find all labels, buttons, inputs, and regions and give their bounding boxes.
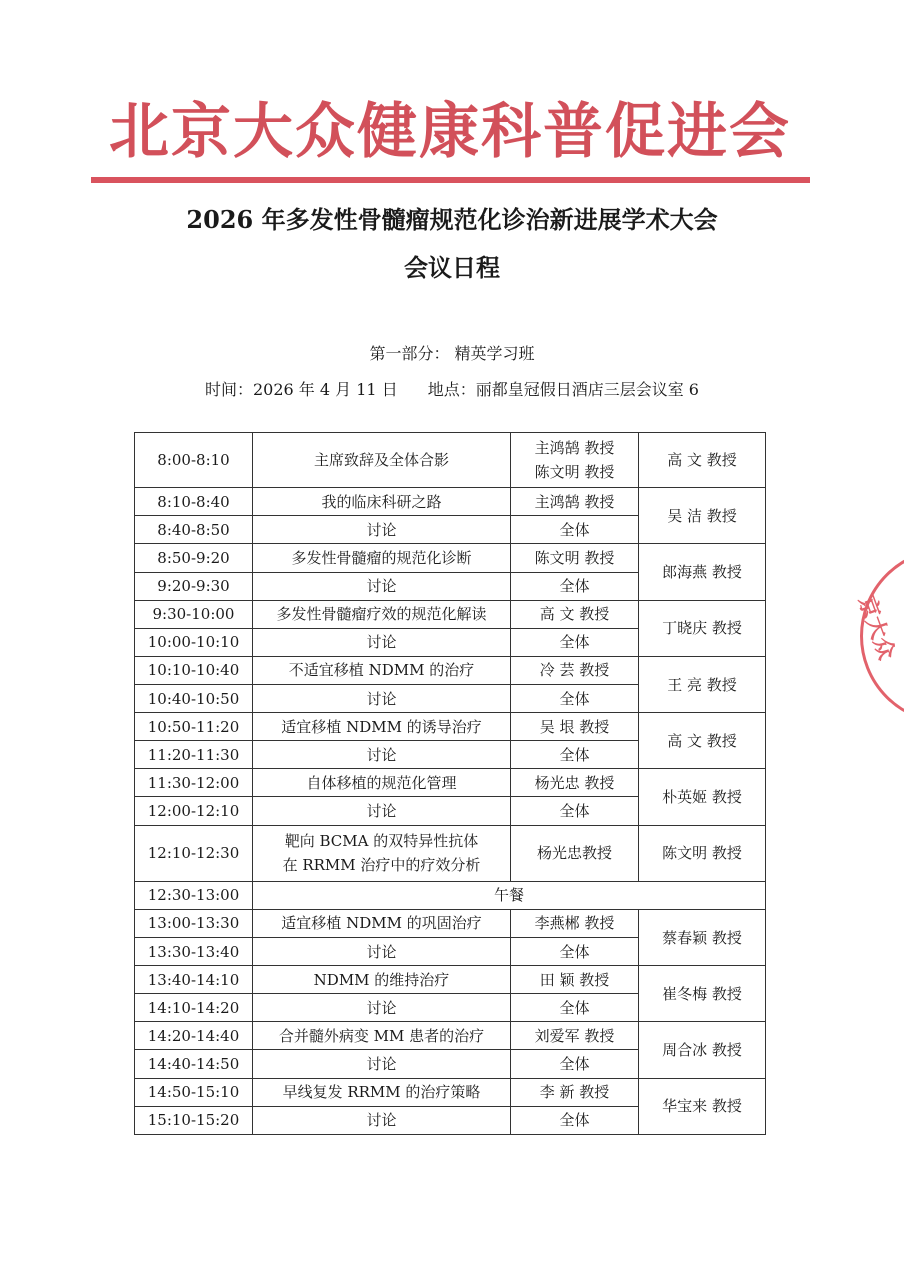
chair-cell: 郎海燕 教授 bbox=[639, 544, 766, 600]
table-row bbox=[135, 1022, 766, 1050]
chair-cell: 陈文明 教授 bbox=[639, 825, 766, 881]
time-cell: 10:10-10:40 bbox=[135, 656, 253, 684]
time-cell: 13:30-13:40 bbox=[135, 938, 253, 966]
speaker-cell: 全体 bbox=[511, 994, 639, 1022]
chair-cell: 蔡春颖 教授 bbox=[639, 909, 766, 965]
time-cell: 12:30-13:00 bbox=[135, 881, 253, 909]
speaker-cell: 刘爱军 教授 bbox=[511, 1022, 639, 1050]
topic-cell: 适宜移植 NDMM 的巩固治疗 bbox=[253, 909, 511, 937]
speaker-cell: 田 颖 教授 bbox=[511, 966, 639, 994]
topic-cell: 主席致辞及全体合影 bbox=[253, 433, 511, 488]
speaker-cell: 高 文 教授 bbox=[511, 600, 639, 628]
time-cell: 10:50-11:20 bbox=[135, 713, 253, 741]
topic-cell: 讨论 bbox=[253, 797, 511, 825]
topic-cell: 多发性骨髓瘤的规范化诊断 bbox=[253, 544, 511, 572]
time-cell: 14:20-14:40 bbox=[135, 1022, 253, 1050]
table-row bbox=[135, 1078, 766, 1106]
time-cell: 8:50-9:20 bbox=[135, 544, 253, 572]
seal-text: 京大众 bbox=[852, 592, 900, 664]
time-cell: 11:20-11:30 bbox=[135, 741, 253, 769]
topic-cell: 合并髓外病变 MM 患者的治疗 bbox=[253, 1022, 511, 1050]
topic-line: 在 RRMM 治疗中的疗效分析 bbox=[282, 856, 481, 875]
time-cell: 8:00-8:10 bbox=[135, 433, 253, 488]
official-seal bbox=[852, 548, 904, 724]
topic-cell: 讨论 bbox=[253, 572, 511, 600]
speaker-cell: 全体 bbox=[511, 685, 639, 713]
lunch-cell: 午餐 bbox=[253, 881, 766, 909]
time-cell: 11:30-12:00 bbox=[135, 769, 253, 797]
org-name: 北京大众健康科普促进会 bbox=[109, 97, 791, 167]
time-cell: 12:00-12:10 bbox=[135, 797, 253, 825]
speaker-cell: 全体 bbox=[511, 938, 639, 966]
topic-cell bbox=[253, 825, 511, 881]
table-row bbox=[135, 881, 766, 909]
table-row bbox=[135, 713, 766, 741]
topic-cell: 讨论 bbox=[253, 628, 511, 656]
chair-cell: 吴 洁 教授 bbox=[639, 488, 766, 544]
time-cell: 12:10-12:30 bbox=[135, 825, 253, 881]
speaker-cell: 主鸿鹄 教授 bbox=[511, 488, 639, 516]
time-cell: 8:40-8:50 bbox=[135, 516, 253, 544]
table-row bbox=[135, 488, 766, 516]
speaker-cell: 全体 bbox=[511, 741, 639, 769]
time-cell: 14:10-14:20 bbox=[135, 994, 253, 1022]
header-divider bbox=[91, 177, 810, 183]
time-cell: 10:40-10:50 bbox=[135, 685, 253, 713]
time-cell: 13:00-13:30 bbox=[135, 909, 253, 937]
speaker-cell: 全体 bbox=[511, 572, 639, 600]
chair-cell: 周合冰 教授 bbox=[639, 1022, 766, 1078]
topic-cell: 讨论 bbox=[253, 938, 511, 966]
topic-cell: 不适宜移植 NDMM 的治疗 bbox=[253, 656, 511, 684]
speaker-cell: 冷 芸 教授 bbox=[511, 656, 639, 684]
topic-cell: 讨论 bbox=[253, 994, 511, 1022]
speaker-cell: 全体 bbox=[511, 797, 639, 825]
time-cell: 9:30-10:00 bbox=[135, 600, 253, 628]
speaker-cell: 全体 bbox=[511, 628, 639, 656]
topic-cell: 讨论 bbox=[253, 516, 511, 544]
topic-line: 靶向 BCMA 的双特异性抗体 bbox=[284, 832, 479, 851]
topic-cell: 讨论 bbox=[253, 1106, 511, 1134]
table-row bbox=[135, 909, 766, 937]
speaker-cell: 全体 bbox=[511, 1050, 639, 1078]
table-row bbox=[135, 433, 766, 488]
table-row bbox=[135, 966, 766, 994]
speaker-cell: 李燕郴 教授 bbox=[511, 909, 639, 937]
topic-cell: NDMM 的维持治疗 bbox=[253, 966, 511, 994]
schedule-table bbox=[134, 432, 766, 1135]
topic-cell: 讨论 bbox=[253, 741, 511, 769]
time-cell: 13:40-14:10 bbox=[135, 966, 253, 994]
time-cell: 10:00-10:10 bbox=[135, 628, 253, 656]
speaker-cell: 杨光忠 教授 bbox=[511, 769, 639, 797]
conference-title: 2026 年多发性骨髓瘤规范化诊治新进展学术大会 bbox=[186, 205, 718, 234]
chair-cell: 王 亮 教授 bbox=[639, 656, 766, 712]
chair-cell: 朴英姬 教授 bbox=[639, 769, 766, 825]
topic-cell: 自体移植的规范化管理 bbox=[253, 769, 511, 797]
speaker-cell: 全体 bbox=[511, 1106, 639, 1134]
topic-cell: 讨论 bbox=[253, 685, 511, 713]
topic-cell: 多发性骨髓瘤疗效的规范化解读 bbox=[253, 600, 511, 628]
speaker-line: 陈文明 教授 bbox=[534, 463, 615, 482]
time-cell: 8:10-8:40 bbox=[135, 488, 253, 516]
chair-cell: 崔冬梅 教授 bbox=[639, 966, 766, 1022]
speaker-line: 主鸿鹄 教授 bbox=[534, 439, 615, 458]
section-label: 第一部分： 精英学习班 bbox=[369, 344, 535, 363]
speaker-cell: 全体 bbox=[511, 516, 639, 544]
schedule-subtitle: 会议日程 bbox=[404, 253, 500, 282]
topic-cell: 讨论 bbox=[253, 1050, 511, 1078]
topic-cell: 早线复发 RRMM 的治疗策略 bbox=[253, 1078, 511, 1106]
time-cell: 15:10-15:20 bbox=[135, 1106, 253, 1134]
time-cell: 14:40-14:50 bbox=[135, 1050, 253, 1078]
topic-cell: 我的临床科研之路 bbox=[253, 488, 511, 516]
time-cell: 14:50-15:10 bbox=[135, 1078, 253, 1106]
table-row bbox=[135, 600, 766, 628]
chair-cell: 丁晓庆 教授 bbox=[639, 600, 766, 656]
time-cell: 9:20-9:30 bbox=[135, 572, 253, 600]
chair-cell: 高 文 教授 bbox=[639, 713, 766, 769]
topic-cell: 适宜移植 NDMM 的诱导治疗 bbox=[253, 713, 511, 741]
speaker-cell: 杨光忠教授 bbox=[511, 825, 639, 881]
speaker-cell: 陈文明 教授 bbox=[511, 544, 639, 572]
chair-cell: 华宝来 教授 bbox=[639, 1078, 766, 1134]
speaker-cell: 李 新 教授 bbox=[511, 1078, 639, 1106]
location-text: 地点：丽都皇冠假日酒店三层会议室 6 bbox=[427, 380, 699, 399]
speaker-cell bbox=[511, 433, 639, 488]
speaker-cell: 吴 垠 教授 bbox=[511, 713, 639, 741]
table-row bbox=[135, 769, 766, 797]
time-location-line bbox=[0, 379, 904, 401]
chair-cell: 高 文 教授 bbox=[639, 433, 766, 488]
time-text: 时间：2026 年 4 月 11 日 bbox=[205, 380, 398, 399]
table-row bbox=[135, 656, 766, 684]
table-row bbox=[135, 544, 766, 572]
table-row bbox=[135, 825, 766, 881]
